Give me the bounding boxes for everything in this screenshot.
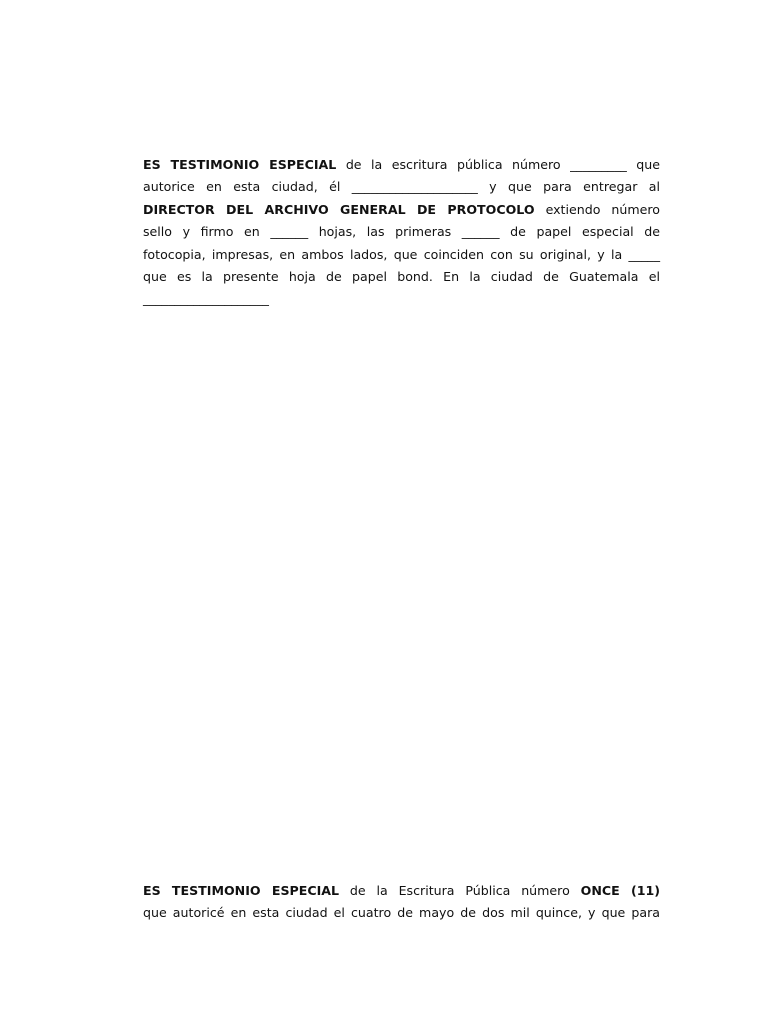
paragraph-line — [143, 154, 660, 176]
paragraph-line — [143, 244, 660, 266]
bold-heading: ES TESTIMONIO ESPECIAL — [143, 883, 340, 898]
paragraph-line — [143, 199, 660, 221]
paragraph-line — [143, 288, 660, 310]
paragraph-line — [143, 880, 660, 902]
line-text: que autoricé en esta ciudad el cuatro de mayo de dos mil quince, y que para — [143, 905, 660, 921]
paragraph-line — [143, 221, 660, 243]
bold-heading: ES TESTIMONIO ESPECIAL — [143, 157, 337, 172]
line-text: fotocopia, impresas, en ambos lados, que coinciden con su original, y la _____ — [143, 246, 660, 262]
paragraph-line — [143, 176, 660, 198]
line-text: sello y firmo en ______ hojas, las primeras ______ de papel especial de — [143, 224, 660, 240]
bold-number: ONCE (11) — [580, 883, 661, 898]
testimonio-paragraph-1 — [143, 154, 660, 311]
line-text: de la escritura pública número _________ que — [336, 157, 661, 172]
line-text: que es la presente hoja de papel bond. En la ciudad de Guatemala el — [143, 269, 660, 285]
line-text: de la Escritura Pública número — [339, 883, 581, 898]
paragraph-line — [143, 266, 660, 288]
testimonio-paragraph-2 — [143, 880, 660, 925]
line-text: autorice en esta ciudad, él ____________________ y que para entregar al — [143, 179, 660, 195]
line-text: ____________________ — [143, 291, 269, 307]
line-text: extiendo número — [534, 201, 661, 217]
bold-heading: DIRECTOR DEL ARCHIVO GENERAL DE PROTOCOLO — [143, 201, 535, 217]
paragraph-line — [143, 902, 660, 924]
